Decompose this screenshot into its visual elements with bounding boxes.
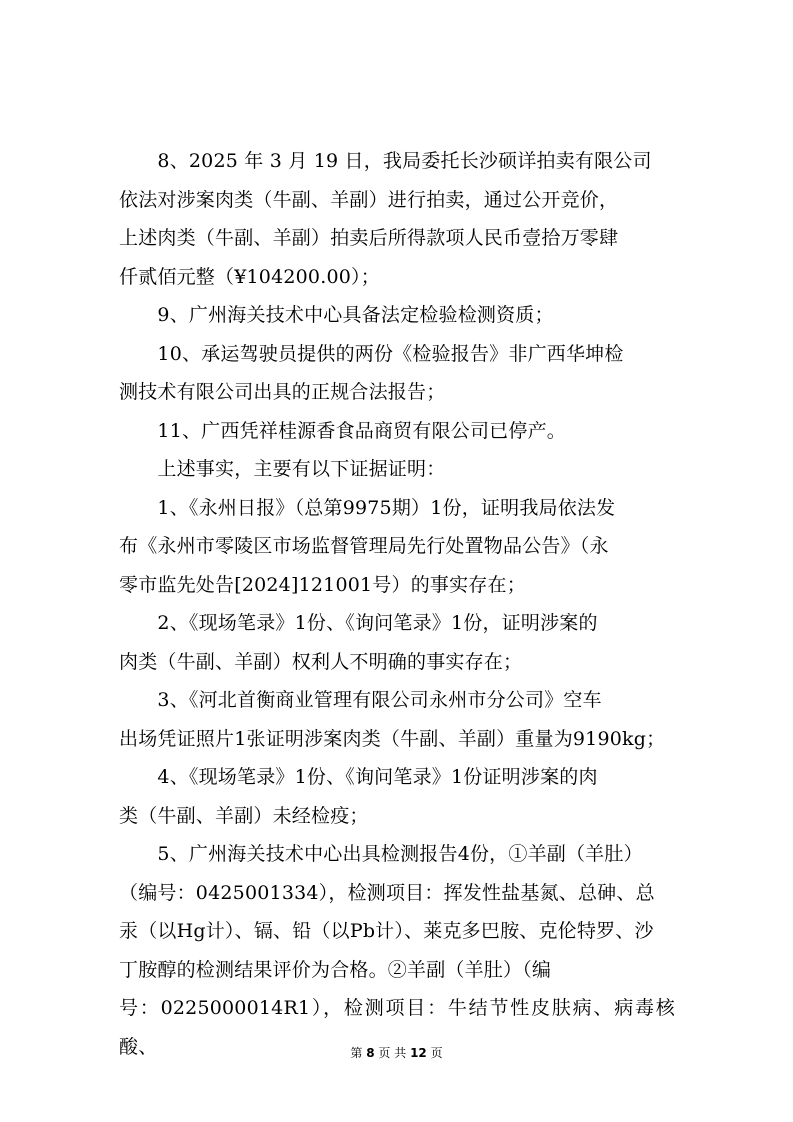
text-line: 上述事实，主要有以下证据证明： bbox=[119, 458, 446, 480]
footer-suffix: 页 bbox=[430, 1046, 443, 1060]
text-line: 1、《永州日报》（总第9975期）1份，证明我局依法发 bbox=[119, 496, 616, 519]
text-line: 丁胺醇的检测结果评价为合格。②羊副（羊肚）（编 bbox=[119, 958, 552, 981]
text-line: 依法对涉案肉类（牛副、羊副）进行拍卖，通过公开竞价， bbox=[119, 188, 619, 211]
text-line: （编号：0425001334），检测项目：挥发性盐基氮、总砷、总 bbox=[119, 881, 655, 904]
text-line: 仟贰佰元整（¥104200.00）； bbox=[119, 265, 380, 288]
total-page-count: 12 bbox=[410, 1046, 427, 1060]
text-line: 肉类（牛副、羊副）权利人不明确的事实存在； bbox=[119, 650, 523, 673]
text-line: 11、广西凭祥桂源香食品商贸有限公司已停产。 bbox=[119, 419, 566, 442]
text-line: 上述肉类（牛副、羊副）拍卖后所得款项人民币壹拾万零肆 bbox=[119, 227, 619, 249]
text-line: 4、《现场笔录》1份、《询问笔录》1份证明涉案的肉 bbox=[119, 766, 598, 788]
page-footer bbox=[0, 1044, 793, 1061]
text-line: 布《永州市零陵区市场监督管理局先行处置物品公告》（永 bbox=[119, 535, 609, 557]
text-line: 号：0225000014R1），检测项目：牛结节性皮肤病、病毒核酸、 bbox=[119, 997, 675, 1058]
footer-middle: 页 共 bbox=[378, 1046, 407, 1060]
text-line: 8、2025 年 3 月 19 日，我局委托长沙硕详拍卖有限公司 bbox=[119, 150, 652, 172]
document-body bbox=[119, 142, 675, 1066]
text-line: 3、《河北首衡商业管理有限公司永州市分公司》空车 bbox=[119, 689, 602, 711]
text-line: 10、承运驾驶员提供的两份《检验报告》非广西华坤检 bbox=[119, 342, 624, 365]
text-line: 类（牛副、羊副）未经检疫； bbox=[119, 804, 369, 827]
text-line: 出场凭证照片1张证明涉案肉类（牛副、羊副）重量为9190kg； bbox=[119, 727, 666, 750]
text-line: 9、广州海关技术中心具备法定检验检测资质； bbox=[119, 304, 554, 326]
current-page-number: 8 bbox=[366, 1046, 375, 1060]
text-line: 测技术有限公司出具的正规合法报告； bbox=[119, 381, 446, 403]
text-line: 零市监先处告[2024]121001号）的事实存在； bbox=[119, 573, 526, 596]
text-line: 5、广州海关技术中心出具检测报告4份，①羊副（羊肚） bbox=[119, 843, 643, 865]
text-line: 2、《现场笔录》1份、《询问笔录》1份，证明涉案的 bbox=[119, 612, 598, 634]
text-line: 汞（以Hg计）、镉、铅（以Pb计）、莱克多巴胺、克伦特罗、沙 bbox=[119, 920, 654, 942]
footer-prefix: 第 bbox=[350, 1046, 363, 1060]
